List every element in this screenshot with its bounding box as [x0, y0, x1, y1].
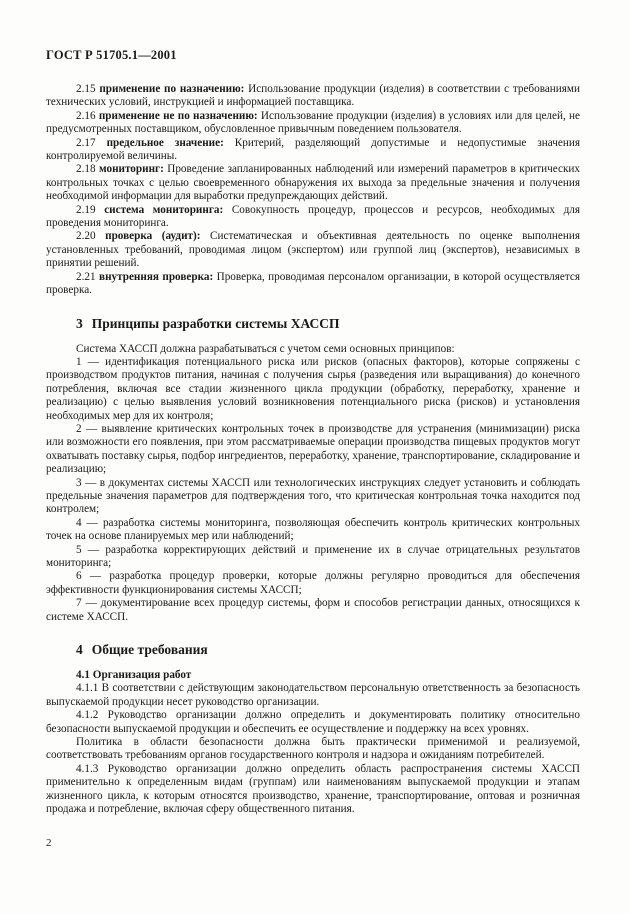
section-3-intro: Система ХАССП должна разрабатываться с учетом семи основных принципов:	[76, 342, 455, 355]
definition-2-17	[46, 137, 580, 164]
definition-2-21	[46, 271, 580, 298]
definition-2-19	[46, 204, 580, 231]
definition-term: мониторинг:	[99, 163, 164, 176]
definition-text: Систематическая и объективная деятельность по оценке выполнения установленных требований, проводимая лицом (экспертом) или группой лиц (экспертов), независимых в принятии решений.	[46, 230, 580, 270]
principle-item: 2 — выявление критических контрольных точек в производстве для устранения (минимизации) риска или возможности его появления, при этом рассматриваемые операции производства пищевых продуктов могут охватывать поставку сырья, подбор ингредиентов, переработку, хранение, транспортирование, складирование и реализацию;	[46, 422, 580, 476]
subsection-title: Организация работ	[92, 669, 192, 682]
section-4-heading	[76, 642, 580, 658]
paragraph-4-1-1: 4.1.1 В соответствии с действующим законодательством персональную ответственность за безопасность выпускаемой продукции несет руководство организации.	[46, 682, 580, 708]
definition-2-18	[46, 163, 580, 203]
subsection-number: 4.1	[76, 669, 90, 682]
principle-item: 4 — разработка системы мониторинга, позволяющая обеспечить контроль критических контрольных точек на основе планируемых мер или наблюдений;	[46, 516, 580, 543]
section-title: Принципы разработки системы ХАССП	[91, 315, 340, 331]
principle-item: 1 — идентификация потенциального риска или рисков (опасных факторов), которые сопряжены с производством продуктов питания, начиная с получения сырья (разведения или выращивания) до конечного потребления, включая все стадии жизненного цикла продукции (обработку, переработку, хранение и реализацию) с целью выявления условий возникновения потенциального риска (рисков) и установления необходимых мер для их контроля;	[46, 355, 580, 422]
definition-term: проверка (аудит):	[105, 230, 201, 243]
definition-number: 2.16	[76, 109, 96, 122]
paragraph-4-1-3: 4.1.3 Руководство организации должно определить область распространения системы ХАССП применительно к определенным видам (группам) или наименованиям выпускаемой продукции и этапам жизненного цикла, к которым относятся производство, хранение, транспортирование, оптовая и розничная продажа и потребление, включая сферу общественного питания.	[46, 762, 580, 816]
definition-term: предельное значение:	[106, 136, 224, 149]
definition-term: применение по назначению:	[99, 83, 245, 95]
definition-text: Проверка, проводимая персоналом организации, в которой осуществляется проверка.	[46, 270, 580, 297]
paragraph-policy: Политика в области безопасности должна быть практически применимой и реализуемой, соответствовать требованиям органов государственного контроля и надзора и ожиданиям потребителей.	[46, 736, 580, 762]
section-number: 3	[76, 315, 83, 331]
principle-item: 6 — разработка процедур проверки, которые должны регулярно проводиться для обеспечения эффективности функционирования системы ХАССП;	[46, 570, 580, 596]
document-header: ГОСТ Р 51705.1—2001	[46, 48, 177, 62]
definition-text: Использование продукции (изделия) в соответствии с требованиями технических условий, инструкцией и информацией поставщика.	[46, 83, 580, 109]
definition-number: 2.15	[76, 83, 96, 95]
section-number: 4	[76, 642, 83, 658]
definitions-block	[46, 83, 580, 298]
section-title: Общие требования	[91, 642, 208, 658]
definition-2-20	[46, 230, 580, 270]
definition-2-15	[46, 83, 580, 110]
paragraph-4-1-2: 4.1.2 Руководство организации должно определить и документировать политику относительно безопасности выпускаемой продукции и обеспечить ее осуществление и поддержку на всех уровнях.	[46, 709, 580, 735]
definition-number: 2.17	[76, 136, 96, 149]
principle-item: 5 — разработка корректирующих действий и применение их в случае отрицательных результатов мониторинга;	[46, 543, 580, 569]
definition-number: 2.19	[76, 203, 96, 216]
principle-item: 3 — в документах системы ХАССП или технологических инструкциях следует установить и соблюдать предельные значения параметров для подтверждения того, что критическая контрольная точка находится под контролем;	[46, 476, 580, 516]
definition-number: 2.20	[76, 230, 96, 243]
definition-2-16	[46, 110, 580, 137]
principle-item: 7 — документирование всех процедур системы, форм и способов регистрации данных, относящихся к системе ХАССП.	[46, 597, 580, 623]
definition-text: Проведение запланированных наблюдений или измерений параметров в критических контрольных точках с целью своевременного обнаружения их выхода за предельные значения и получения необходимой информации для выработки предупреждающих действий.	[46, 163, 580, 203]
section-3-heading	[76, 316, 580, 332]
definition-number: 2.21	[76, 270, 96, 283]
section-3-body	[46, 343, 580, 625]
definition-term: система мониторинга:	[104, 203, 224, 216]
definition-number: 2.18	[76, 163, 96, 176]
subsection-4-1-heading	[46, 669, 580, 682]
page-number: 2	[46, 837, 52, 849]
definition-term: применение не по назначению:	[98, 109, 258, 122]
section-4-body	[46, 669, 580, 816]
definition-text: Использование продукции (изделия) в условиях или для целей, не предусмотренных поставщиком, обусловленное привычным поведением пользователя.	[46, 109, 580, 136]
definition-term: внутренняя проверка:	[99, 270, 214, 283]
definition-text: Совокупность процедур, процессов и ресурсов, необходимых для проведения мониторинга.	[46, 203, 580, 230]
definition-text: Критерий, разделяющий допустимые и недопустимые значения контролируемой величины.	[46, 136, 580, 163]
